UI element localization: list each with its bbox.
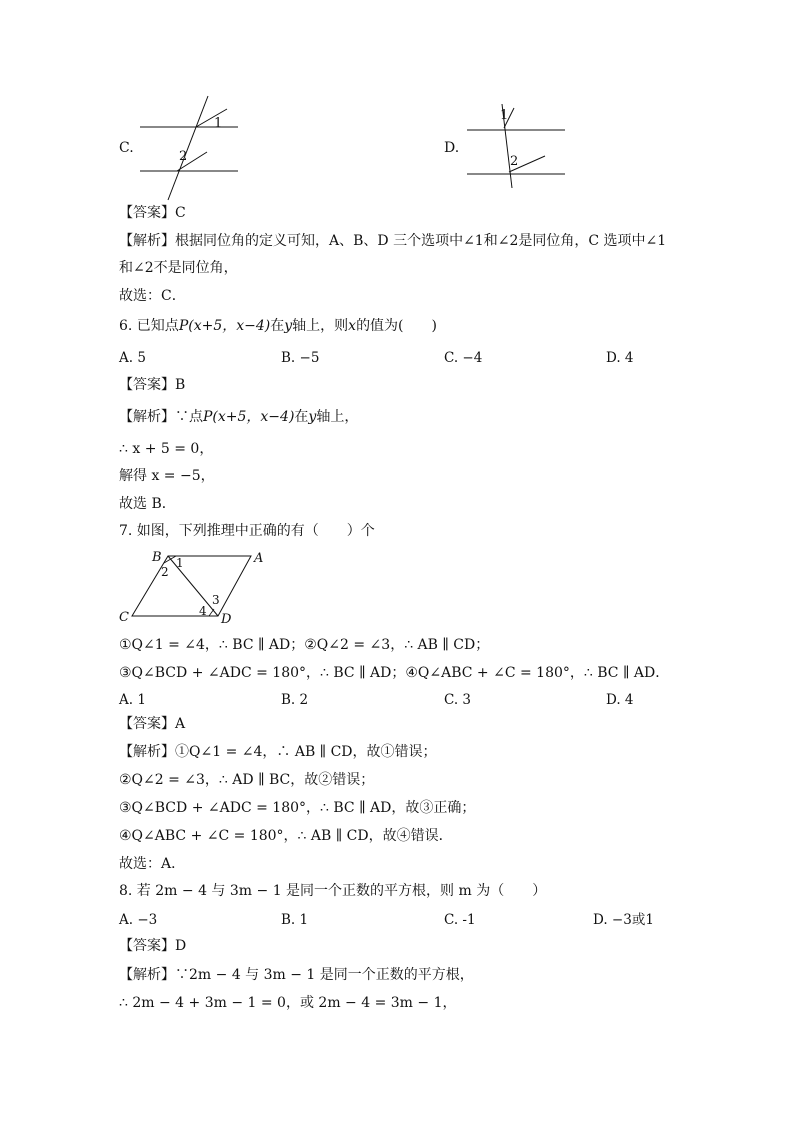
q7-answer: 【答案】A	[119, 716, 186, 732]
q7-option-a: A. 1	[119, 692, 146, 708]
q6-analysis-mid: 在	[294, 409, 309, 425]
q6-conclusion: 故选 B．	[119, 496, 176, 512]
q7-analysis-3: ③Q∠BCD + ∠ADC = 180°，∴ BC ∥ AD，故③正确；	[119, 800, 476, 816]
q5-option-c-label: C.	[119, 140, 134, 156]
q5-analysis-line1: 【解析】根据同位角的定义可知，A、B、D 三个选项中∠1和∠2是同位角，C 选项中∠1	[119, 233, 667, 249]
q6-analysis	[119, 407, 358, 427]
q5-option-d-label: D.	[444, 140, 460, 156]
q7-label-d: D	[221, 612, 232, 627]
q6-step2: 解得 x = −5，	[119, 468, 215, 484]
q7-option-b: B. 2	[281, 692, 309, 708]
q6-analysis-axis: y	[308, 409, 317, 425]
q6-step1: ∴ x + 5 = 0，	[119, 441, 214, 457]
q6-analysis-point: P(x+5，x−4)	[203, 409, 295, 425]
q7-option-c: C. 3	[444, 692, 472, 708]
q7-angle-4: 4	[199, 604, 207, 618]
q6-answer: 【答案】B	[119, 377, 186, 393]
q6-stem-axis: y	[284, 318, 293, 334]
q7-label-a: A	[254, 551, 264, 566]
q8-option-a: A. −3	[119, 912, 158, 928]
q6-stem-point: P(x+5，x−4)	[178, 318, 271, 334]
q6-option-a: A. 5	[119, 350, 146, 366]
q7-label-c: C	[119, 610, 129, 625]
q5-c-angle-1: 1	[214, 116, 223, 131]
q7-conclusion: 故选：A．	[119, 856, 186, 872]
q6-analysis-pre: 【解析】∵点	[119, 409, 203, 425]
q5-d-angle-1: 1	[500, 108, 509, 123]
q7-label-b: B	[152, 550, 162, 565]
q8-option-c: C. -1	[444, 912, 476, 928]
q5-answer: 【答案】C	[119, 205, 186, 221]
q7-angle-2: 2	[161, 565, 169, 579]
q7-analysis-2: ②Q∠2 = ∠3，∴ AD ∥ BC，故②错误；	[119, 772, 375, 788]
q8-answer: 【答案】D	[119, 938, 187, 954]
q5-analysis-line2: 和∠2不是同位角，	[119, 260, 238, 276]
q6-option-d: D. 4	[606, 350, 634, 366]
q8-analysis: 【解析】∵2m − 4 与 3m − 1 是同一个正数的平方根，	[119, 967, 474, 983]
q5-conclusion: 故选：C．	[119, 288, 186, 304]
q6-analysis-post: 轴上，	[316, 409, 359, 425]
q8-step1: ∴ 2m − 4 + 3m − 1 = 0，或 2m − 4 = 3m − 1，	[119, 995, 457, 1011]
q6-stem	[119, 316, 437, 336]
q5-figure-c	[135, 94, 265, 204]
q6-stem-pre: 6. 已知点	[119, 318, 179, 334]
q7-reason-line2: ③Q∠BCD + ∠ADC = 180°，∴ BC ∥ AD；④Q∠ABC + ∠C = 180°，∴ BC ∥ AD．	[119, 665, 670, 681]
q8-option-b: B. 1	[281, 912, 309, 928]
q7-parallelogram-figure	[116, 546, 276, 626]
q8-stem: 8. 若 2m − 4 与 3m − 1 是同一个正数的平方根，则 m 为（ ）	[119, 883, 547, 899]
q6-stem-mid: 在	[270, 318, 285, 334]
q6-option-c: C. −4	[444, 350, 483, 366]
q7-angle-3: 3	[212, 593, 220, 607]
q7-analysis-4: ④Q∠ABC + ∠C = 180°，∴ AB ∥ CD，故④错误．	[119, 828, 453, 844]
q7-analysis-1: 【解析】①Q∠1 = ∠4，∴ AB ∥ CD，故①错误；	[119, 744, 437, 760]
q7-stem: 7. 如图，下列推理中正确的有（ ）个	[119, 523, 375, 539]
q7-reason-line1: ①Q∠1 = ∠4，∴ BC ∥ AD；②Q∠2 = ∠3，∴ AB ∥ CD；	[119, 637, 490, 653]
q6-option-b: B. −5	[281, 350, 320, 366]
q8-option-d: D. −3或1	[593, 912, 654, 928]
q6-stem-post1: 轴上，则	[292, 318, 349, 334]
q6-stem-post2: 的值为( )	[356, 318, 437, 334]
q7-angle-1: 1	[176, 556, 184, 570]
q6-stem-var: x	[348, 318, 357, 334]
q5-d-angle-2: 2	[510, 154, 519, 169]
q5-c-angle-2: 2	[179, 149, 188, 164]
q7-option-d: D. 4	[606, 692, 634, 708]
q5-figure-d	[462, 100, 572, 190]
